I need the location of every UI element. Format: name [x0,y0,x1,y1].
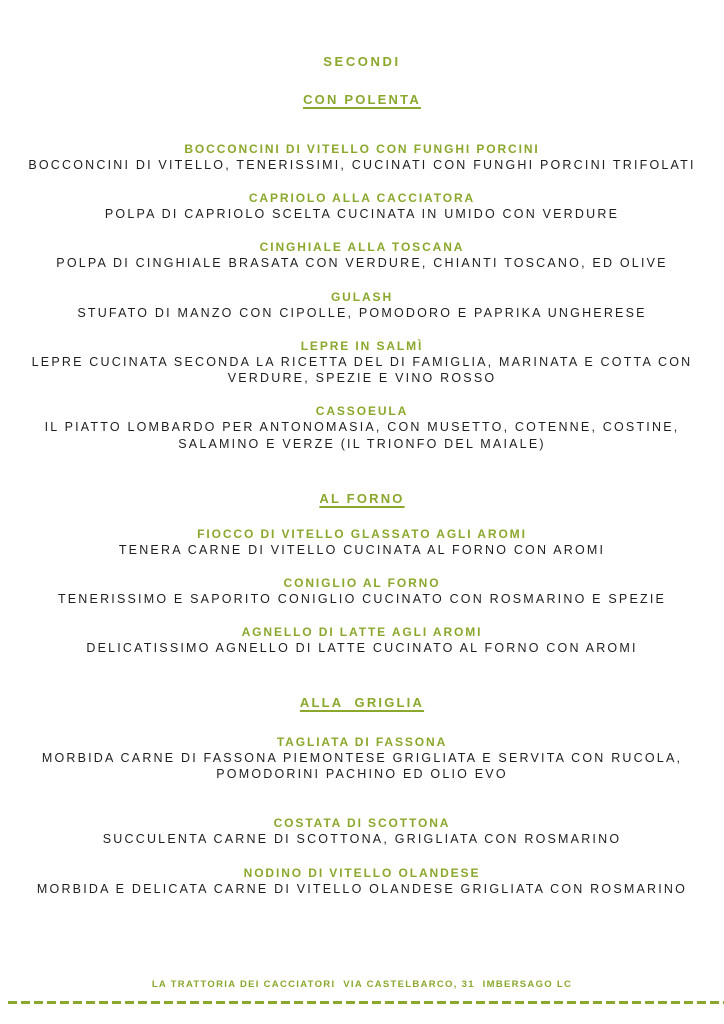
dish-description: POLPA DI CINGHIALE BRASATA CON VERDURE, CHIANTI TOSCANO, ED OLIVE [56,256,668,270]
dish-name: LEPRE IN SALMÌ [300,339,424,353]
dish-description: IL PIATTO LOMBARDO PER ANTONOMASIA, CON MUSETTO, COTENNE, COSTINE, [44,420,680,434]
footer-dashed-divider [8,1001,724,1004]
footer-address: LA TRATTORIA DEI CACCIATORI VIA CASTELBARCO, 31 IMBERSAGO LC [151,979,573,990]
dish-description: MORBIDA E DELICATA CARNE DI VITELLO OLANDESE GRIGLIATA CON ROSMARINO [36,882,688,896]
dish-name: FIOCCO DI VITELLO GLASSATO AGLI AROMI [197,527,527,541]
dish-description: BOCCONCINI DI VITELLO, TENERISSIMI, CUCINATI CON FUNGHI PORCINI TRIFOLATI [28,158,696,172]
dish-description: MORBIDA CARNE DI FASSONA PIEMONTESE GRIGLIATA E SERVITA CON RUCOLA, [41,751,683,765]
dish-description: SALAMINO E VERZE (IL TRIONFO DEL MAIALE) [178,437,546,451]
dish-name: CAPRIOLO ALLA CACCIATORA [248,191,476,205]
dish-name: TAGLIATA DI FASSONA [276,735,448,749]
dish-name: GULASH [330,290,394,304]
section-heading-alla-griglia: ALLA GRIGLIA [299,695,425,710]
dish-description: LEPRE CUCINATA SECONDA LA RICETTA DEL DI FAMIGLIA, MARINATA E COTTA CON [31,355,693,369]
dish-name: CONIGLIO AL FORNO [283,576,441,590]
dish-description: STUFATO DI MANZO CON CIPOLLE, POMODORO E PAPRIKA UNGHERESE [77,306,647,320]
section-heading-al-forno: AL FORNO [319,491,405,506]
dish-name: BOCCONCINI DI VITELLO CON FUNGHI PORCINI [184,142,540,156]
dish-name: AGNELLO DI LATTE AGLI AROMI [241,625,483,639]
dish-name: NODINO DI VITELLO OLANDESE [243,866,481,880]
page-title: SECONDI [323,54,401,69]
dish-description: DELICATISSIMO AGNELLO DI LATTE CUCINATO AL FORNO CON AROMI [86,641,638,655]
dish-description: SUCCULENTA CARNE DI SCOTTONA, GRIGLIATA CON ROSMARINO [102,832,622,846]
dish-description: VERDURE, SPEZIE E VINO ROSSO [227,371,497,385]
dish-name: CINGHIALE ALLA TOSCANA [259,240,465,254]
dish-description: TENERISSIMO E SAPORITO CONIGLIO CUCINATO CON ROSMARINO E SPEZIE [57,592,667,606]
dish-description: POLPA DI CAPRIOLO SCELTA CUCINATA IN UMIDO CON VERDURE [104,207,620,221]
section-heading-con-polenta: CON POLENTA [303,92,421,107]
dish-name: COSTATA DI SCOTTONA [273,816,451,830]
dish-name: CASSOEULA [315,404,409,418]
dish-description: POMODORINI PACHINO ED OLIO EVO [216,767,508,781]
dish-description: TENERA CARNE DI VITELLO CUCINATA AL FORNO CON AROMI [118,543,606,557]
